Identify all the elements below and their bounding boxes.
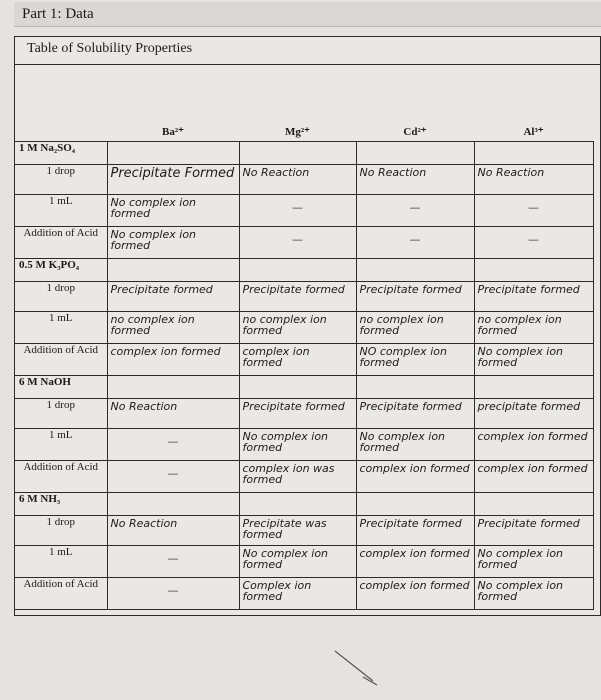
handwritten-entry [240, 259, 356, 261]
reagent-label: 6 M NaOH [15, 376, 107, 399]
row-label: 1 drop [15, 282, 107, 312]
part-title: Part 1: Data [22, 6, 94, 22]
table-cell [107, 165, 239, 195]
table-cell [356, 282, 474, 312]
handwritten-entry: No complex ion formed [110, 196, 197, 220]
handwritten-entry: Precipitate formed [359, 283, 462, 296]
table-title: Table of Solubility Properties [27, 41, 193, 56]
reagent-label: 6 M NH₃ [15, 493, 107, 516]
table-cell [356, 344, 474, 376]
handwritten-entry: complex ion formed [110, 345, 221, 358]
handwritten-entry: No Reaction [477, 166, 545, 179]
row-label: Addition of Acid [15, 461, 107, 493]
table-cell [107, 578, 239, 610]
handwritten-entry: Precipitate formed [359, 517, 462, 530]
table-cell [107, 429, 239, 461]
table-cell [107, 227, 239, 259]
blank-dash: — [292, 233, 303, 246]
handwritten-entry: No complex ion formed [242, 547, 329, 571]
table-cell [474, 165, 593, 195]
table-cell [356, 516, 474, 546]
col-header-cd: Cd²⁺ [403, 125, 427, 138]
row-label: 1 mL [15, 312, 107, 344]
table-row [15, 493, 593, 516]
handwritten-entry: No complex ion formed [477, 345, 564, 369]
table-cell [356, 546, 474, 578]
table-cell [239, 461, 356, 493]
table-row [15, 259, 593, 282]
handwritten-entry: complex ion formed [359, 462, 470, 475]
table-row [15, 142, 593, 165]
solubility-table [15, 121, 594, 610]
handwritten-entry: complex ion formed [477, 430, 588, 443]
header-row [15, 121, 593, 142]
table-cell [239, 142, 356, 165]
table-row [15, 195, 593, 227]
handwritten-entry: Precipitate formed [242, 400, 345, 413]
table-cell [239, 578, 356, 610]
handwritten-entry: complex ion formed [242, 345, 310, 369]
table-row [15, 429, 593, 461]
table-row [15, 399, 593, 429]
blank-dash: — [409, 233, 421, 246]
handwritten-entry: complex ion was formed [242, 462, 335, 486]
row-label: 1 mL [15, 195, 107, 227]
table-cell [107, 546, 239, 578]
table-cell [356, 259, 474, 282]
row-label: 1 drop [15, 399, 107, 429]
handwritten-entry: No complex ion formed [359, 430, 446, 454]
table-cell [356, 429, 474, 461]
table-cell [474, 344, 593, 376]
table-cell [239, 282, 356, 312]
col-header-ba: Ba²⁺ [162, 125, 184, 138]
handwritten-entry [475, 259, 593, 261]
handwritten-entry: No Reaction [359, 166, 427, 179]
table-row [15, 344, 593, 376]
table-cell [107, 344, 239, 376]
blank-dash: — [167, 435, 179, 448]
blank-dash: — [528, 201, 539, 214]
handwritten-entry [108, 493, 239, 495]
handwritten-entry [475, 376, 593, 378]
handwritten-entry: NO complex ion formed [359, 345, 447, 369]
pen-mark-scribble [333, 649, 385, 689]
table-cell [239, 516, 356, 546]
handwritten-entry: Precipitate Formed [110, 166, 235, 181]
handwritten-entry: complex ion formed [359, 547, 470, 560]
table-cell [107, 142, 239, 165]
table-cell [474, 546, 593, 578]
table-cell [356, 493, 474, 516]
part-header [14, 2, 601, 27]
table-cell [474, 461, 593, 493]
handwritten-entry [108, 376, 239, 378]
solubility-table-frame [14, 36, 601, 616]
col-header-mg: Mg²⁺ [285, 125, 310, 138]
handwritten-entry [108, 142, 239, 144]
table-cell [474, 376, 593, 399]
col-header-al: Al³⁺ [523, 125, 544, 138]
table-row [15, 312, 593, 344]
table-cell [356, 461, 474, 493]
table-cell [239, 429, 356, 461]
blank-dash: — [292, 201, 303, 214]
row-label: Addition of Acid [15, 344, 107, 376]
row-label: 1 drop [15, 165, 107, 195]
table-cell [239, 344, 356, 376]
handwritten-entry: Precipitate formed [359, 400, 462, 413]
table-row [15, 516, 593, 546]
table-cell [356, 195, 474, 227]
table-cell [107, 259, 239, 282]
handwritten-entry [475, 142, 593, 144]
row-label: Addition of Acid [15, 578, 107, 610]
blank-dash: — [167, 552, 179, 565]
table-cell [239, 546, 356, 578]
handwritten-entry: complex ion formed [477, 462, 588, 475]
handwritten-entry: No Reaction [242, 166, 310, 179]
table-cell [107, 376, 239, 399]
reagent-label: 0.5 M K₃PO₄ [15, 259, 107, 282]
handwritten-entry: No Reaction [110, 517, 178, 530]
table-cell [474, 516, 593, 546]
handwritten-entry [108, 259, 239, 261]
table-cell [107, 282, 239, 312]
table-cell [107, 399, 239, 429]
handwritten-entry [240, 493, 356, 495]
handwritten-entry [240, 376, 356, 378]
handwritten-entry: Precipitate formed [110, 283, 213, 296]
row-label: Addition of Acid [15, 227, 107, 259]
table-cell [356, 165, 474, 195]
table-cell [107, 516, 239, 546]
handwritten-entry: Precipitate formed [242, 283, 345, 296]
table-cell [239, 195, 356, 227]
table-cell [474, 282, 593, 312]
handwritten-entry: Precipitate was formed [242, 517, 327, 541]
table-row [15, 376, 593, 399]
table-cell [356, 399, 474, 429]
table-cell [474, 195, 593, 227]
handwritten-entry [357, 259, 474, 261]
table-cell [239, 493, 356, 516]
table-cell [107, 461, 239, 493]
table-cell [239, 399, 356, 429]
table-cell [474, 399, 593, 429]
table-cell [474, 429, 593, 461]
handwritten-entry: Precipitate formed [477, 517, 580, 530]
table-cell [474, 312, 593, 344]
handwritten-entry: No complex ion formed [477, 547, 564, 571]
table-cell [356, 142, 474, 165]
handwritten-entry: Precipitate formed [477, 283, 580, 296]
blank-dash: — [528, 233, 539, 246]
row-label: 1 mL [15, 546, 107, 578]
table-cell [107, 195, 239, 227]
table-cell [474, 227, 593, 259]
table-cell [107, 493, 239, 516]
table-cell [474, 578, 593, 610]
handwritten-entry: precipitate formed [477, 400, 581, 413]
table-cell [239, 165, 356, 195]
blank-dash: — [167, 584, 179, 597]
table-cell [107, 312, 239, 344]
handwritten-entry: No complex ion formed [477, 579, 564, 603]
table-cell [356, 227, 474, 259]
handwritten-entry [357, 376, 474, 378]
table-row [15, 546, 593, 578]
table-cell [356, 376, 474, 399]
handwritten-entry [357, 142, 474, 144]
handwritten-entry: no complex ion formed [477, 313, 562, 337]
table-cell [474, 493, 593, 516]
handwritten-entry [357, 493, 474, 495]
row-label: 1 mL [15, 429, 107, 461]
table-row [15, 165, 593, 195]
table-cell [356, 312, 474, 344]
handwritten-entry: Complex ion formed [242, 579, 312, 603]
blank-dash: — [409, 201, 421, 214]
reagent-label: 1 M Na₂SO₄ [15, 142, 107, 165]
table-cell [239, 312, 356, 344]
blank-dash: — [167, 467, 179, 480]
table-cell [239, 376, 356, 399]
table-cell [356, 578, 474, 610]
handwritten-entry [475, 493, 593, 495]
col-header-blank [15, 121, 107, 142]
table-row [15, 461, 593, 493]
table-row [15, 227, 593, 259]
table-cell [474, 142, 593, 165]
handwritten-entry: No complex ion formed [110, 228, 197, 252]
handwritten-entry: No Reaction [110, 400, 178, 413]
table-row [15, 282, 593, 312]
table-row [15, 578, 593, 610]
handwritten-entry: No complex ion formed [242, 430, 329, 454]
table-cell [474, 259, 593, 282]
title-divider [15, 64, 600, 65]
handwritten-entry: no complex ion formed [110, 313, 195, 337]
handwritten-entry: no complex ion formed [359, 313, 444, 337]
row-label: 1 drop [15, 516, 107, 546]
handwritten-entry: no complex ion formed [242, 313, 327, 337]
table-cell [239, 259, 356, 282]
handwritten-entry [240, 142, 356, 144]
handwritten-entry: complex ion formed [359, 579, 470, 592]
table-cell [239, 227, 356, 259]
